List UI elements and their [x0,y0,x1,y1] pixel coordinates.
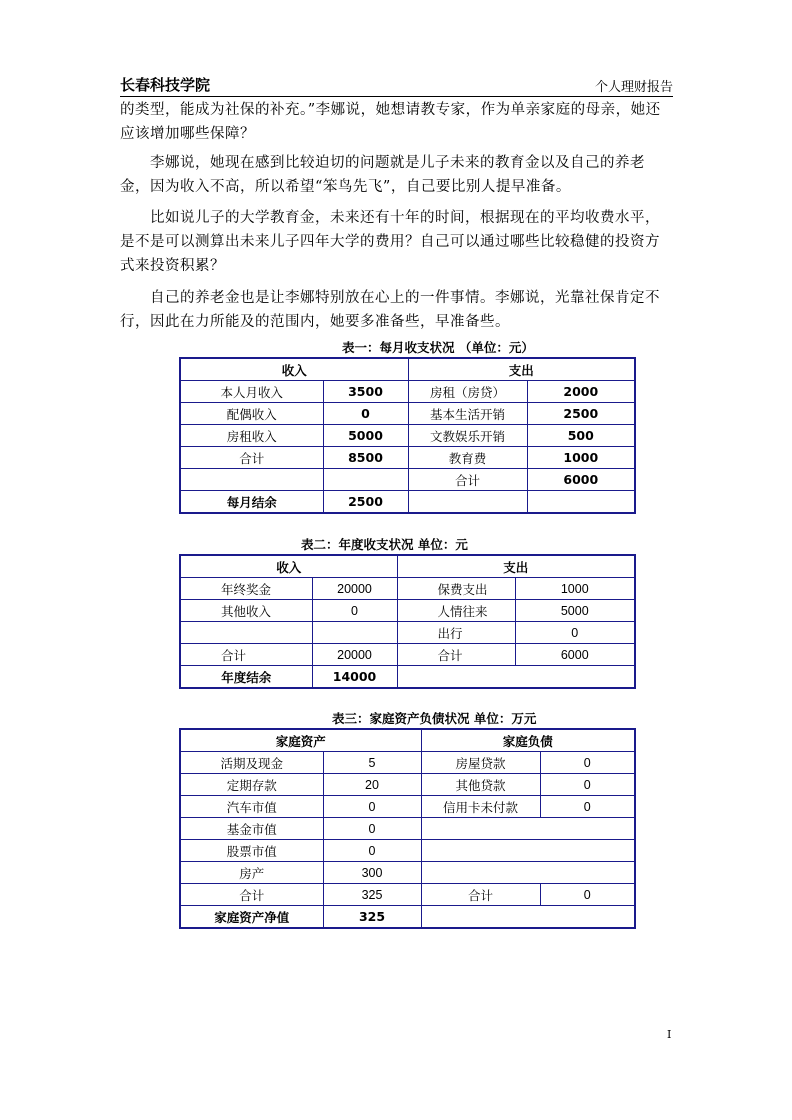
asset-label: 基金市值 [180,818,323,840]
income-value: 8500 [323,447,408,469]
income-label: 其他收入 [180,600,312,622]
liability-value: 0 [540,884,635,906]
expense-value: 6000 [515,644,635,666]
paragraph-1: 的类型，能成为社保的补充。”李娜说，她想请教专家，作为单亲家庭的母亲，她还应该增加哪些保障？ [120,102,661,142]
liability-label [421,862,635,884]
expense-header: 支出 [397,555,635,578]
liability-label [421,818,635,840]
net-worth-value: 325 [323,906,421,929]
asset-label: 合计 [180,884,323,906]
asset-label: 股票市值 [180,840,323,862]
household-balance-sheet-table [179,728,636,929]
table2-caption: 表二：年度收支状况 单位：元 [301,537,468,552]
liabilities-header: 家庭负债 [421,729,635,752]
expense-value: 6000 [527,469,635,491]
asset-value: 5 [323,752,421,774]
table-row [180,403,635,425]
expense-label: 房租（房贷） [408,381,527,403]
paragraph-4: 自己的养老金也是让李娜特别放在心上的一件事情。李娜说，光靠社保肯定不行，因此在力所能及的范围内，她要多准备些，早准备些。 [120,290,660,330]
asset-value: 0 [323,796,421,818]
table-row [180,752,635,774]
liability-value: 0 [540,774,635,796]
income-value: 20000 [312,644,397,666]
asset-value: 0 [323,818,421,840]
income-label: 年终奖金 [180,578,312,600]
expense-value: 1000 [527,447,635,469]
school-name: 长春科技学院 [120,76,211,94]
assets-header: 家庭资产 [180,729,421,752]
asset-label: 房产 [180,862,323,884]
table3-caption: 表三：家庭资产负债状况 单位：万元 [332,711,537,726]
expense-label: 合计 [397,644,515,666]
income-label: 配偶收入 [180,403,323,425]
expense-value: 5000 [515,600,635,622]
liability-label [421,840,635,862]
net-worth-row [180,906,635,929]
liability-value: 0 [540,752,635,774]
page-number: I [667,1028,672,1041]
table-row [180,796,635,818]
monthly-income-expense-table [179,357,636,514]
income-value: 3500 [323,381,408,403]
annual-income-expense-table [179,554,636,689]
income-value [323,469,408,491]
table-row [180,840,635,862]
page-header [120,72,673,97]
table-row [180,622,635,644]
table-row [180,425,635,447]
liability-label: 信用卡未付款 [421,796,540,818]
expense-header: 支出 [408,358,635,381]
income-value: 5000 [323,425,408,447]
expense-value: 1000 [515,578,635,600]
income-value: 0 [312,600,397,622]
annual-balance-label: 年度结余 [180,666,312,689]
net-worth-label: 家庭资产净值 [180,906,323,929]
income-value [312,622,397,644]
expense-value: 0 [515,622,635,644]
table-row [180,600,635,622]
expense-value: 500 [527,425,635,447]
balance-row [180,491,635,514]
table-row [180,818,635,840]
expense-label: 基本生活开销 [408,403,527,425]
income-label [180,469,323,491]
table-row [180,644,635,666]
monthly-balance-label: 每月结余 [180,491,323,514]
expense-value: 2000 [527,381,635,403]
document-title: 个人理财报告 [594,80,673,95]
table-row [180,381,635,403]
asset-value: 20 [323,774,421,796]
expense-label: 教育费 [408,447,527,469]
expense-label: 保费支出 [397,578,515,600]
asset-label: 定期存款 [180,774,323,796]
table-row [180,884,635,906]
liability-label: 其他贷款 [421,774,540,796]
asset-label: 汽车市值 [180,796,323,818]
income-value: 20000 [312,578,397,600]
monthly-balance-value: 2500 [323,491,408,514]
table-row [180,447,635,469]
expense-label: 人情往来 [397,600,515,622]
paragraph-3: 比如说儿子的大学教育金，未来还有十年的时间，根据现在的平均收费水平，是不是可以测算出未来儿子四年大学的费用？自己可以通过哪些比较稳健的投资方式来投资积累？ [120,210,660,274]
liability-value: 0 [540,796,635,818]
income-header: 收入 [180,555,397,578]
expense-value: 2500 [527,403,635,425]
table1-caption: 表一：每月收支状况 （单位：元） [342,340,534,355]
expense-label: 合计 [408,469,527,491]
annual-balance-value: 14000 [312,666,397,689]
income-value: 0 [323,403,408,425]
table-row [180,578,635,600]
income-label: 本人月收入 [180,381,323,403]
paragraph-2: 李娜说，她现在感到比较迫切的问题就是儿子未来的教育金以及自己的养老金，因为收入不高，所以希望“笨鸟先飞”，自己要比别人提早准备。 [120,155,645,195]
balance-row [180,666,635,689]
asset-value: 325 [323,884,421,906]
income-label: 房租收入 [180,425,323,447]
income-label [180,622,312,644]
liability-label: 房屋贷款 [421,752,540,774]
liability-label: 合计 [421,884,540,906]
expense-label: 出行 [397,622,515,644]
table-row [180,469,635,491]
asset-value: 0 [323,840,421,862]
asset-value: 300 [323,862,421,884]
income-label: 合计 [180,447,323,469]
asset-label: 活期及现金 [180,752,323,774]
income-header: 收入 [180,358,408,381]
table-row [180,862,635,884]
income-label: 合计 [180,644,312,666]
expense-label: 文教娱乐开销 [408,425,527,447]
table-row [180,774,635,796]
